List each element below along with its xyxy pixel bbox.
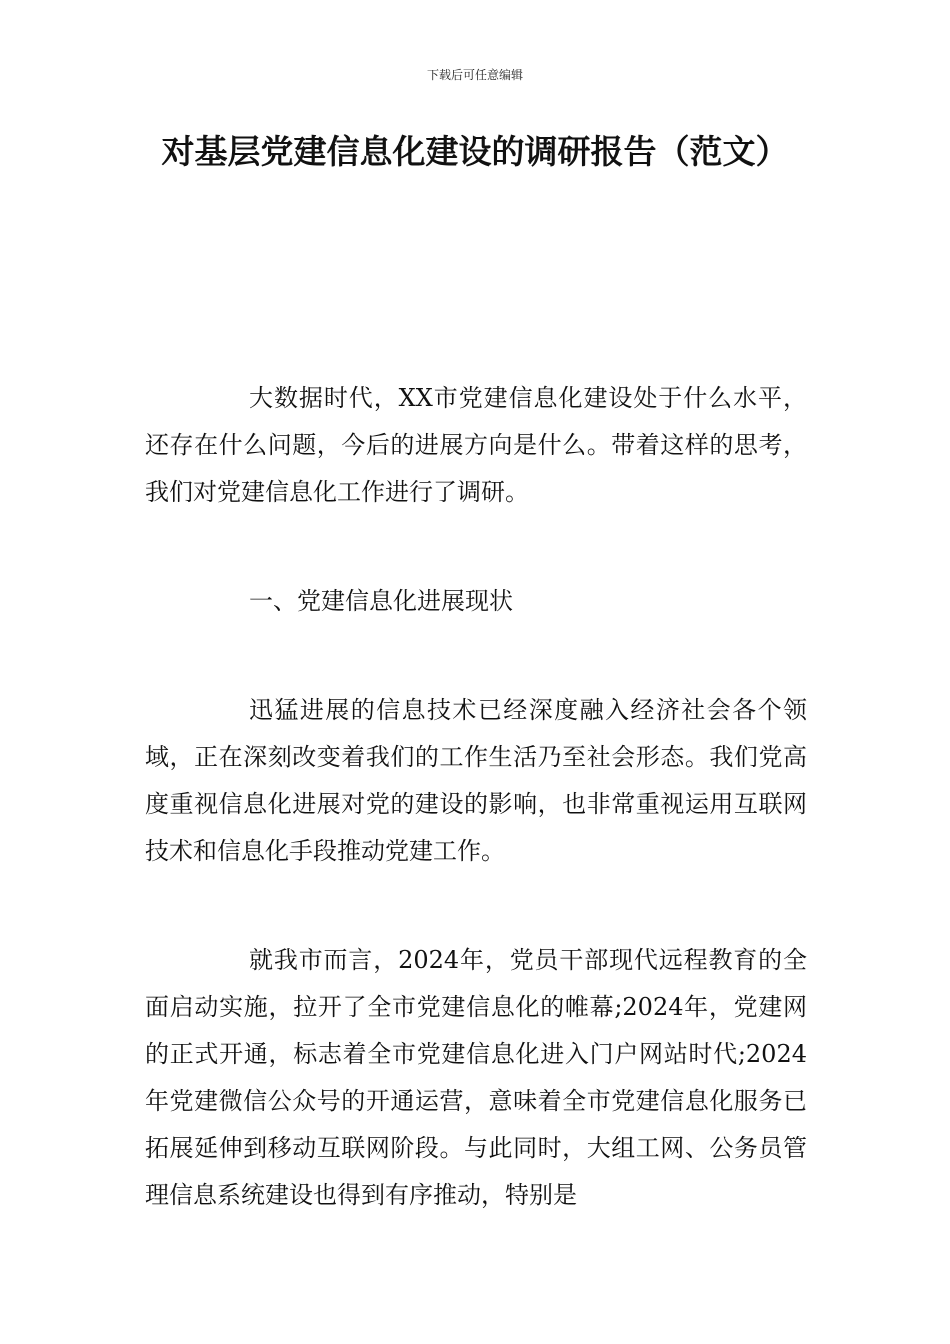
paragraph-city: 就我市而言，2024年，党员干部现代远程教育的全面启动实施，拉开了全市党建信息化的帷幕;2024年，党建网的正式开通，标志着全市党建信息化进入门户网站时代;2024年党建微信公众号的开通运营，意味着全市党建信息化服务已拓展延伸到移动互联网阶段。与此同时，大组工网、公务员管理信息系统建设也得到有序推动，特别是 bbox=[145, 946, 807, 1209]
paragraph-intro: 大数据时代，XX市党建信息化建设处于什么水平，还存在什么问题，今后的进展方向是什么。带着这样的思考，我们对党建信息化工作进行了调研。 bbox=[145, 384, 807, 506]
header-note: 下载后可任意编辑 bbox=[426, 68, 523, 82]
section-heading: 一、党建信息化进展现状 bbox=[249, 587, 513, 615]
document-title: 对基层党建信息化建设的调研报告（范文） bbox=[161, 132, 789, 171]
paragraph-status: 迅猛进展的信息技术已经深度融入经济社会各个领域，正在深刻改变着我们的工作生活乃至社会形态。我们党高度重视信息化进展对党的建设的影响，也非常重视运用互联网技术和信息化手段推动党建工作。 bbox=[145, 696, 807, 865]
document-body bbox=[145, 375, 807, 1281]
